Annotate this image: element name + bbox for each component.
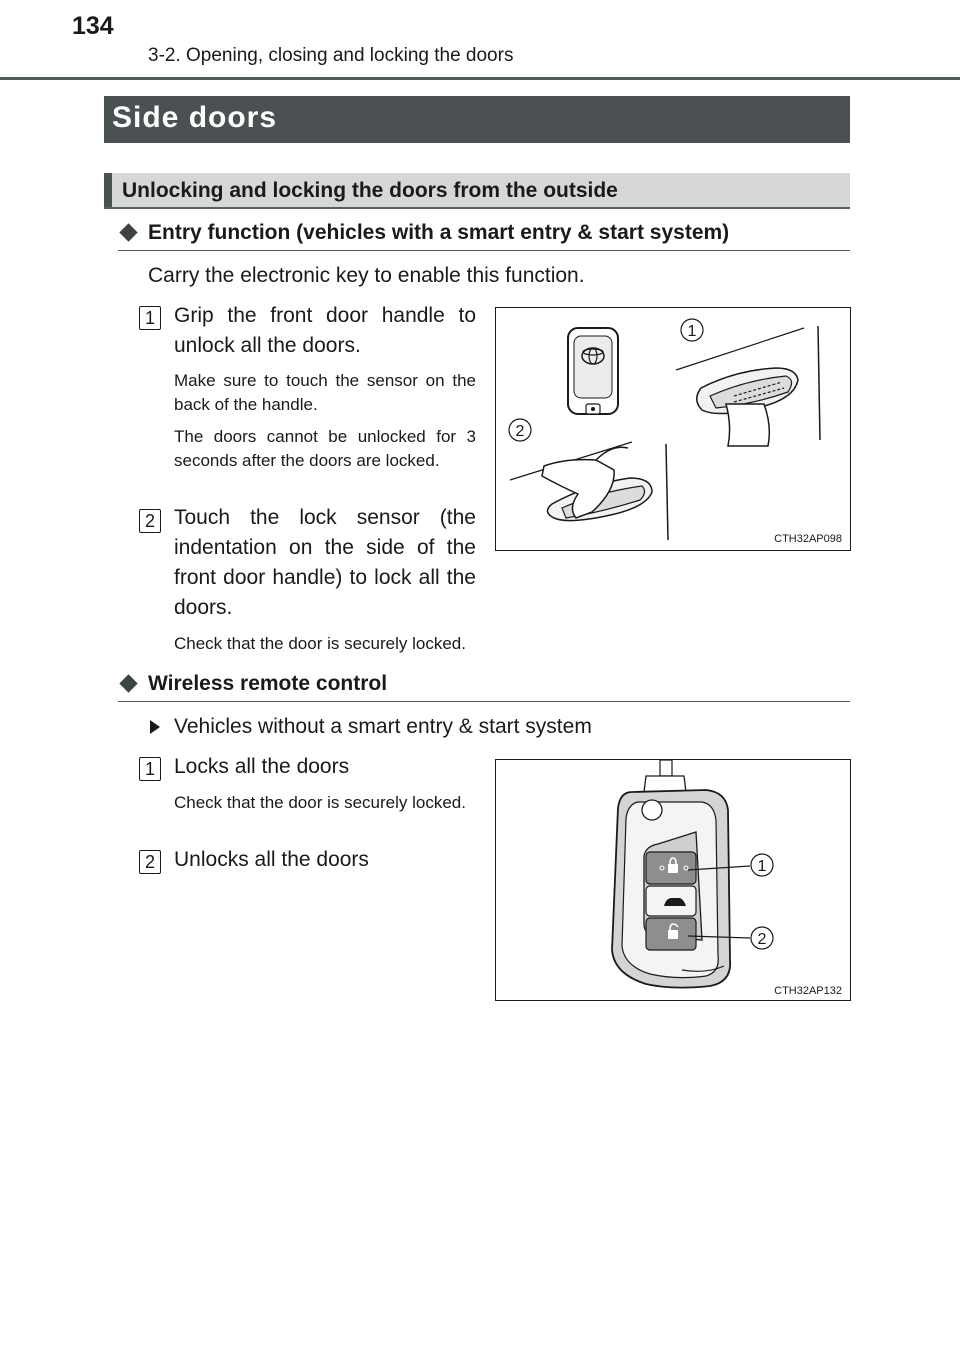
wireless-remote-heading: Wireless remote control	[148, 672, 388, 695]
entry-function-figure	[495, 307, 851, 551]
callout-1-label: 1	[687, 323, 697, 340]
entry-step1-text: Grip the front door handle to unlock all the doors.	[174, 304, 476, 357]
diamond-bullet-icon	[119, 674, 137, 692]
step-number-badge: 2	[139, 850, 161, 874]
wireless-remote-rule	[118, 701, 850, 702]
page-number: 134	[72, 12, 114, 40]
step-number-badge: 1	[139, 306, 161, 330]
callout-2-label: 2	[515, 423, 525, 440]
wireless-remote-subheading: Vehicles without a smart entry & start system	[174, 715, 592, 738]
diamond-bullet-icon	[119, 223, 137, 241]
entry-function-illustration	[496, 308, 850, 550]
entry-step2-note: Check that the door is securely locked.	[174, 634, 466, 653]
entry-function-heading: Entry function (vehicles with a smart entry & start system)	[148, 221, 730, 244]
header-section-title: 3-2. Opening, closing and locking the doors	[148, 45, 514, 66]
remote-step1-note: Check that the door is securely locked.	[174, 793, 466, 812]
door-handle-grip-illustration	[676, 326, 820, 446]
wireless-remote-figure	[495, 759, 851, 1001]
arrow-bullet-icon	[150, 720, 160, 734]
figure-code: CTH32AP132	[774, 985, 842, 997]
callout-1-label: 1	[757, 858, 767, 875]
page-title: Side doors	[112, 101, 278, 134]
step-number-badge: 1	[139, 757, 161, 781]
smart-key-illustration	[568, 328, 618, 414]
entry-function-intro: Carry the electronic key to enable this function.	[148, 264, 585, 287]
entry-step1-note1: Make sure to touch the sensor on the back of the handle.	[174, 371, 476, 414]
remote-key-illustration	[612, 760, 730, 988]
subsection-title: Unlocking and locking the doors from the outside	[122, 179, 618, 202]
entry-step1-note2: The doors cannot be unlocked for 3 seconds after the doors are locked.	[174, 427, 476, 470]
figure-code: CTH32AP098	[774, 533, 842, 545]
entry-function-rule	[118, 250, 850, 251]
wireless-remote-illustration	[496, 760, 850, 1000]
callout-2-label: 2	[757, 931, 767, 948]
lock-sensor-touch-illustration	[510, 442, 668, 540]
remote-step1-text: Locks all the doors	[174, 755, 350, 778]
header-divider	[0, 77, 960, 80]
remote-step2-text: Unlocks all the doors	[174, 848, 369, 871]
step-number-badge: 2	[139, 509, 161, 533]
entry-step2-text: Touch the lock sensor (the indentation on the side of the front door handle) to lock all the doors.	[174, 506, 476, 619]
